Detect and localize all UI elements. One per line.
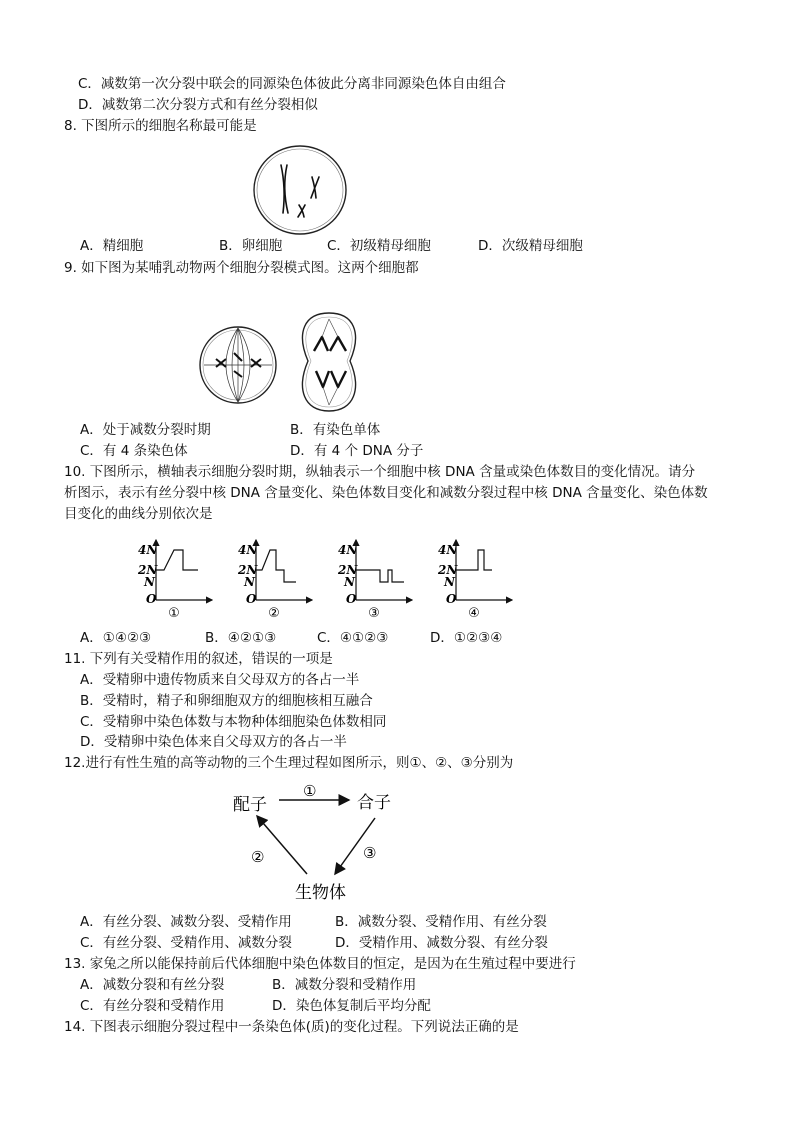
graph-1-label-4n: 4N	[138, 543, 158, 557]
mark-1: ①	[303, 782, 317, 800]
q10-graph-2	[237, 540, 312, 621]
q8-option-d: D．次级精母细胞	[478, 238, 583, 254]
q10-stem-line-2: 析图示，表示有丝分裂中核 DNA 含量变化、染色体数目变化和减数分裂过程中核 DNA 含量变化、染色体数	[64, 485, 708, 501]
q9-stem: 9. 如下图为某哺乳动物两个细胞分裂模式图。这两个细胞都	[64, 260, 419, 276]
q7-option-d: D．减数第二次分裂方式和有丝分裂相似	[78, 97, 318, 113]
mark-3: ③	[363, 844, 377, 862]
q12-option-c: C．有丝分裂、受精作用、减数分裂	[80, 935, 292, 951]
node-gamete: 配子	[233, 795, 267, 815]
q11-stem: 11. 下列有关受精作用的叙述，错误的一项是	[64, 651, 333, 667]
graph-3-label-n: N	[344, 575, 355, 589]
q7-option-c: C．减数第一次分裂中联会的同源染色体彼此分离非同源染色体自由组合	[78, 76, 506, 92]
graph-2-number: ②	[268, 606, 280, 621]
graph-3-label-2n: 2N	[338, 563, 358, 577]
graph-1-label-2n: 2N	[138, 563, 158, 577]
q12-option-a: A．有丝分裂、减数分裂、受精作用	[80, 914, 292, 930]
q11-option-b: B．受精时，精子和卵细胞双方的细胞核相互融合	[80, 693, 373, 709]
graph-2-label-o: O	[246, 592, 257, 606]
node-zygote: 合子	[357, 793, 391, 813]
graph-3-label-4n: 4N	[338, 543, 358, 557]
q13-stem: 13. 家兔之所以能保持前后代体细胞中染色体数目的恒定，是因为在生殖过程中要进行	[64, 956, 576, 972]
graph-1-label-o: O	[146, 592, 157, 606]
q11-option-c: C．受精卵中染色体数与本物种体细胞染色体数相同	[80, 714, 387, 730]
mark-2: ②	[251, 848, 265, 866]
q11-option-d: D．受精卵中染色体来自父母双方的各占一半	[80, 734, 347, 750]
q8-option-a: A．精细胞	[80, 238, 144, 254]
q9-option-a: A．处于减数分裂时期	[80, 422, 211, 438]
q9-cell-figures	[196, 305, 366, 417]
q10-stem-line-3: 目变化的曲线分别依次是	[64, 506, 213, 522]
graph-4-label-4n: 4N	[438, 543, 458, 557]
q9-option-b: B．有染色单体	[290, 422, 381, 438]
q10-option-d: D．①②③④	[430, 630, 503, 646]
q13-option-c: C．有丝分裂和受精作用	[80, 998, 225, 1014]
graph-4-number: ④	[468, 606, 480, 621]
q8-stem: 8. 下图所示的细胞名称最可能是	[64, 118, 257, 134]
graph-3-label-o: O	[346, 592, 357, 606]
q13-option-d: D．染色体复制后平均分配	[272, 998, 431, 1014]
graph-1-number: ①	[168, 606, 180, 621]
q10-option-c: C．④①②③	[317, 630, 389, 646]
graph-2-label-n: N	[244, 575, 255, 589]
q10-graph-3	[337, 540, 412, 621]
graph-1-label-n: N	[144, 575, 155, 589]
q10-graph-4	[437, 540, 512, 621]
q10-option-a: A．①④②③	[80, 630, 152, 646]
graph-2-label-4n: 4N	[238, 543, 258, 557]
q9-option-c: C．有 4 条染色体	[80, 443, 188, 459]
q13-option-b: B．减数分裂和受精作用	[272, 977, 417, 993]
q8-option-c: C．初级精母细胞	[327, 238, 431, 254]
graph-2-label-2n: 2N	[238, 563, 258, 577]
q8-cell-figure	[250, 143, 350, 238]
q10-graphs	[130, 538, 630, 624]
q12-option-d: D．受精作用、减数分裂、有丝分裂	[335, 935, 548, 951]
q13-option-a: A．减数分裂和有丝分裂	[80, 977, 225, 993]
q12-option-b: B．减数分裂、受精作用、有丝分裂	[335, 914, 547, 930]
q8-option-b: B．卵细胞	[219, 238, 283, 254]
node-organism: 生物体	[295, 883, 346, 903]
graph-4-label-n: N	[444, 575, 455, 589]
graph-3-number: ③	[368, 606, 380, 621]
q10-graph-1	[137, 540, 212, 621]
q11-option-a: A．受精卵中遗传物质来自父母双方的各占一半	[80, 672, 360, 688]
q10-option-b: B．④②①③	[205, 630, 277, 646]
q10-stem-line-1: 10. 下图所示，横轴表示细胞分裂时期，纵轴表示一个细胞中核 DNA 含量或染色体数目的变化情况。请分	[64, 464, 696, 480]
q14-stem: 14. 下图表示细胞分裂过程中一条染色体(质)的变化过程。下列说法正确的是	[64, 1019, 519, 1035]
graph-4-label-2n: 2N	[438, 563, 458, 577]
q12-cycle-diagram	[225, 778, 415, 908]
q12-stem: 12.进行有性生殖的高等动物的三个生理过程如图所示，则①、②、③分别为	[64, 755, 514, 771]
graph-4-label-o: O	[446, 592, 457, 606]
q9-option-d: D．有 4 个 DNA 分子	[290, 443, 424, 459]
